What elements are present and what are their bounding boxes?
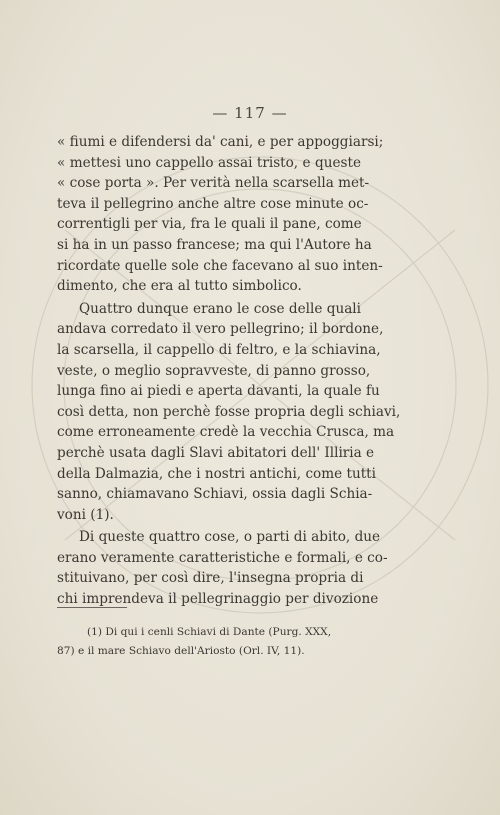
text-line: sanno, chiamavano Schiavi, ossia dagli Schia- <box>57 486 373 503</box>
text-line: lunga fino ai piedi e aperta davanti, la quale fu <box>57 383 380 400</box>
text-line: voni (1). <box>57 506 114 523</box>
footnote-divider <box>57 607 127 608</box>
text-line: veste, o meglio sopravveste, di panno grosso, <box>57 362 371 379</box>
text-line: perchè usata dagli Slavi abitatori dell' Illiria e <box>57 444 375 461</box>
text-line: della Dalmazia, che i nostri antichi, come tutti <box>57 465 376 482</box>
text-line: andava corredato il vero pellegrino; il bordone, <box>57 321 384 338</box>
footnote-line: 87) e il mare Schiavo dell'Ariosto (Orl. IV, 11). <box>57 645 305 657</box>
footnotes <box>57 623 361 661</box>
text-line: teva il pellegrino anche altre cose minute oc- <box>57 195 369 212</box>
text-line: si ha in un passo francese; ma qui l'Autore ha <box>57 236 372 253</box>
footnote-line: (1) Di qui i cenli Schiavi di Dante (Purg. XXX, <box>87 626 332 638</box>
text-line: la scarsella, il cappello di feltro, e la schiavina, <box>57 341 381 358</box>
text-line: così detta, non perchè fosse propria degli schiavi, <box>57 403 401 420</box>
text-line: « fiumi e difendersi da' cani, e per appoggiarsi; <box>57 134 384 150</box>
page-number: — 117 — <box>212 104 288 122</box>
text-line: Di queste quattro cose, o parti di abito, due <box>79 529 381 546</box>
text-line: stituivano, per così dire, l'insegna propria di <box>57 570 364 587</box>
body-text <box>57 132 401 610</box>
text-line: dimento, che era al tutto simbolico. <box>57 278 302 295</box>
text-line: correntigli per via, fra le quali il pane, come <box>57 216 362 233</box>
text-line: chi imprendeva il pellegrinaggio per divozione <box>57 591 379 608</box>
text-line: Quattro dunque erano le cose delle quali <box>79 300 361 317</box>
text-line: « cose porta ». Per verità nella scarsella met- <box>57 175 370 192</box>
text-line: erano veramente caratteristiche e formali, e co- <box>57 549 388 566</box>
text-line: come erroneamente credè la vecchia Crusca, ma <box>57 424 395 441</box>
text-line: « mettesi uno cappello assai tristo, e queste <box>57 154 361 171</box>
text-line: ricordate quelle sole che facevano al suo inten- <box>57 257 383 274</box>
